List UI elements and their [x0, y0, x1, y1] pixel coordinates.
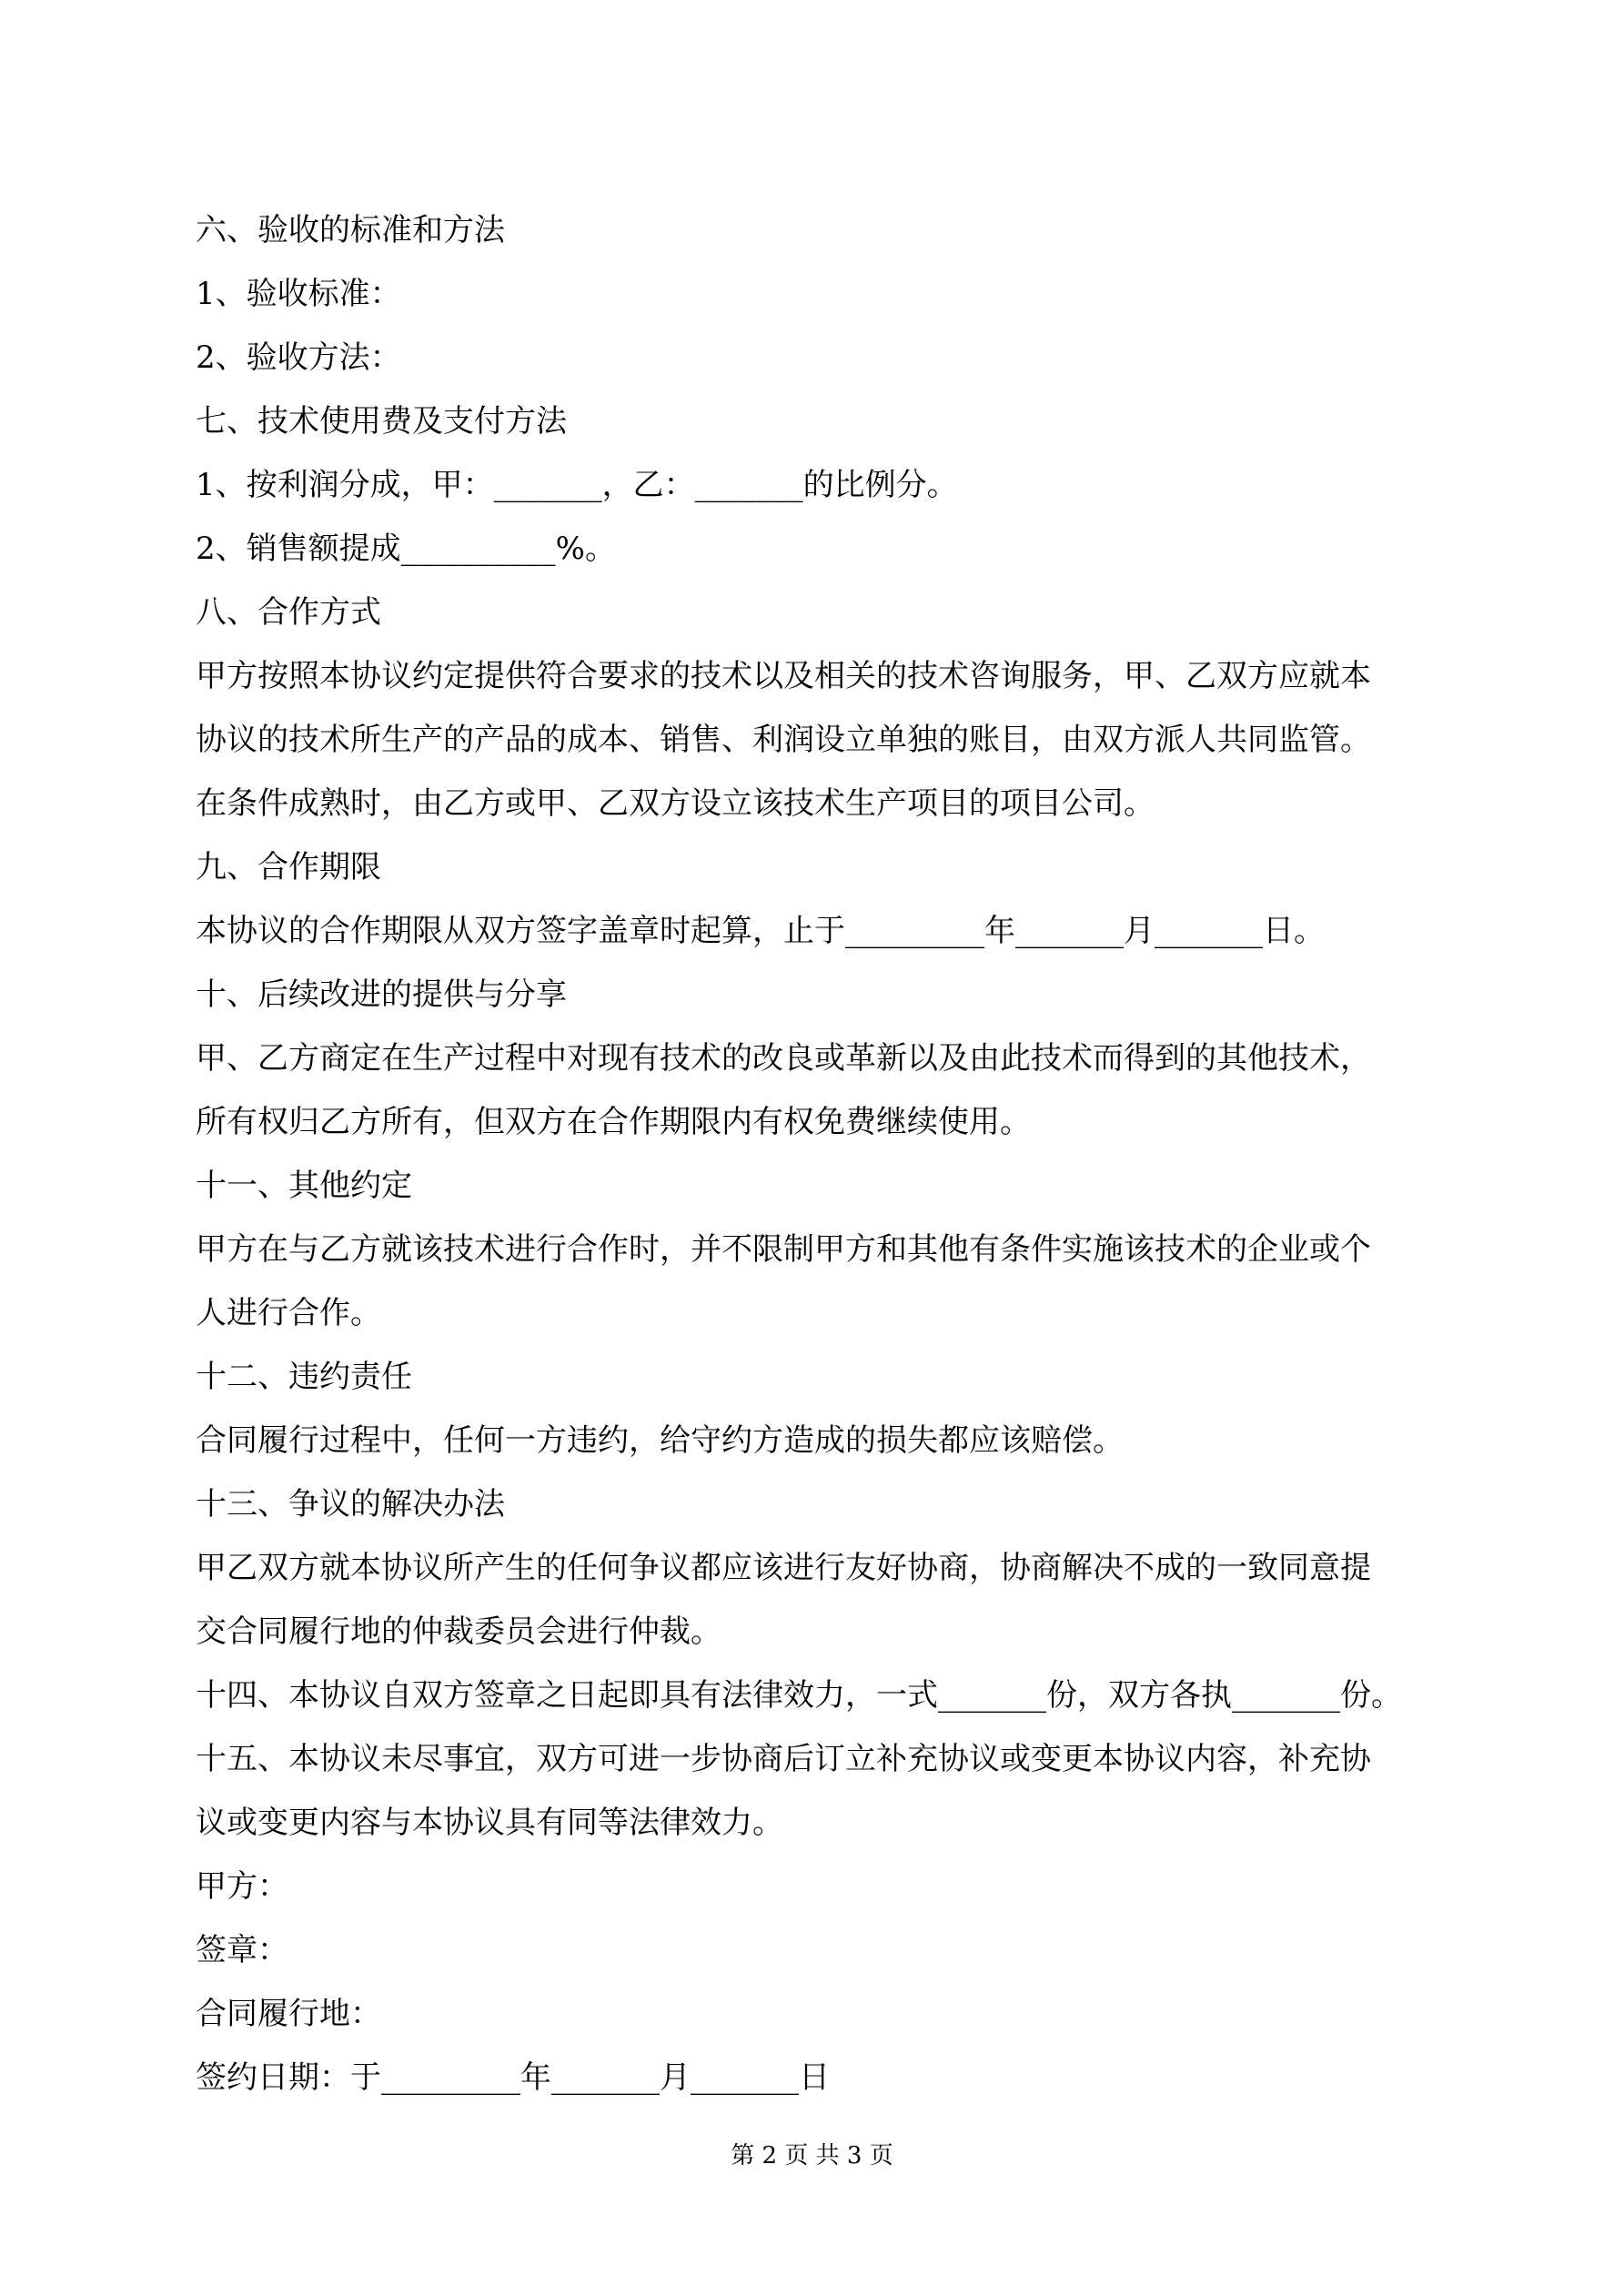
- paragraph-line: 甲方在与乙方就该技术进行合作时，并不限制甲方和其他有条件实施该技术的企业或个: [196, 1231, 1371, 1268]
- section-heading-cooperation: 八、合作方式: [196, 594, 381, 631]
- fee-profit-share: 1、按利润分成，甲：_______，乙：_______的比例分。: [196, 467, 958, 503]
- paragraph-line: 本协议的合作期限从双方签字盖章时起算，止于_________年_______月_______日。: [196, 913, 1325, 949]
- clause-fifteen: 十五、本协议未尽事宜，双方可进一步协商后订立补充协议或变更本协议内容，补充协: [196, 1741, 1371, 1777]
- paragraph-line: 人进行合作。: [196, 1295, 381, 1331]
- paragraph-line: 协议的技术所生产的产品的成本、销售、利润设立单独的账目，由双方派人共同监管。: [196, 722, 1371, 758]
- clause-fourteen: 十四、本协议自双方签章之日起即具有法律效力，一式_______份，双方各执_______份。: [196, 1677, 1402, 1714]
- fee-sales-commission: 2、销售额提成__________%。: [196, 531, 616, 567]
- section-heading-improvements: 十、后续改进的提供与分享: [196, 976, 567, 1013]
- section-heading-term: 九、合作期限: [196, 849, 381, 885]
- section-heading-breach: 十二、违约责任: [196, 1359, 412, 1395]
- paragraph-line: 甲乙双方就本协议所产生的任何争议都应该进行友好协商，协商解决不成的一致同意提: [196, 1550, 1371, 1586]
- signing-date-label: 签约日期：于_________年_______月_______日: [196, 2059, 830, 2096]
- section-heading-dispute: 十三、争议的解决办法: [196, 1486, 505, 1522]
- page-number-footer: 第 2 页 共 3 页: [731, 2142, 893, 2170]
- section-heading-fee: 七、技术使用费及支付方法: [196, 403, 567, 440]
- section-heading-other: 十一、其他约定: [196, 1168, 412, 1204]
- party-a-label: 甲方：: [196, 1868, 288, 1905]
- paragraph-line: 在条件成熟时，由乙方或甲、乙双方设立该技术生产项目的项目公司。: [196, 785, 1155, 822]
- acceptance-method: 2、验收方法：: [196, 339, 401, 376]
- document-body: [196, 198, 1451, 2109]
- paragraph-line: 甲方按照本协议约定提供符合要求的技术以及相关的技术咨询服务，甲、乙双方应就本: [196, 658, 1371, 694]
- paragraph-line: 合同履行过程中，任何一方违约，给守约方造成的损失都应该赔偿。: [196, 1422, 1124, 1459]
- section-heading-acceptance: 六、验收的标准和方法: [196, 212, 505, 248]
- paragraph-line: 议或变更内容与本协议具有同等法律效力。: [196, 1805, 783, 1841]
- paragraph-line: 所有权归乙方所有，但双方在合作期限内有权免费继续使用。: [196, 1104, 1031, 1140]
- acceptance-standard: 1、验收标准：: [196, 276, 401, 312]
- paragraph-line: 甲、乙方商定在生产过程中对现有技术的改良或革新以及由此技术而得到的其他技术，: [196, 1040, 1371, 1077]
- signature-label: 签章：: [196, 1932, 288, 1968]
- paragraph-line: 交合同履行地的仲裁委员会进行仲裁。: [196, 1613, 721, 1650]
- performance-place-label: 合同履行地：: [196, 1996, 381, 2032]
